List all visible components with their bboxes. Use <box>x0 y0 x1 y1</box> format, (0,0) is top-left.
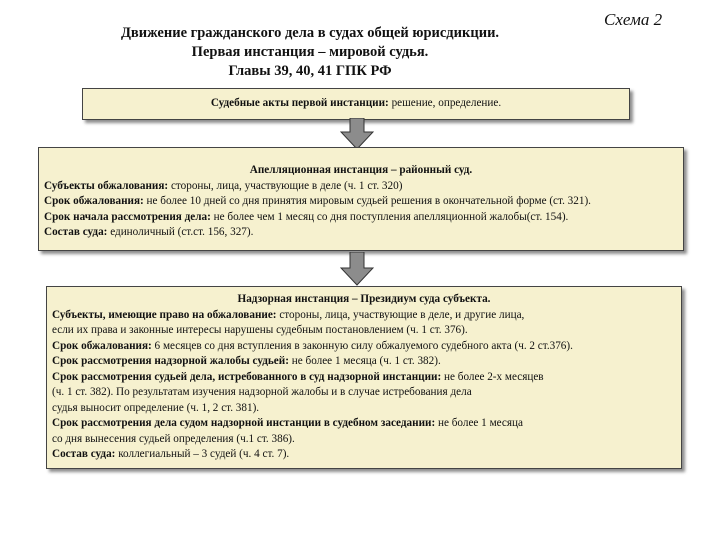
supervisory-row-continuation: со дня вынесения судьей определения (ч.1 ст. 386). <box>52 432 295 445</box>
appeal-instance-box <box>38 147 684 251</box>
title-line-2: Первая инстанция – мировой судья. <box>191 44 429 60</box>
diagram-title <box>100 24 520 81</box>
title-line-1: Движение гражданского дела в судах общей юрисдикции. <box>120 25 500 41</box>
scheme-label: Схема 2 <box>604 10 663 29</box>
appeal-row: Субъекты обжалования: стороны, лица, участвующие в деле (ч. 1 ст. 320) <box>44 179 403 192</box>
title-line-3: Главы 39, 40, 41 ГПК РФ <box>228 63 392 79</box>
appeal-row: Срок начала рассмотрения дела: не более чем 1 месяц со дня поступления апелляционной жалобы(ст. 154). <box>44 210 569 223</box>
arrow-down-icon <box>340 252 374 286</box>
supervisory-row-continuation: если их права и законные интересы нарушены судебным постановлением (ч. 1 ст. 376). <box>52 324 468 336</box>
supervisory-row: Срок рассмотрения надзорной жалобы судьей: не более 1 месяца (ч. 1 ст. 382). <box>52 355 441 367</box>
first-instance-box <box>82 88 630 120</box>
arrow-down-icon <box>340 118 374 150</box>
supervisory-row-continuation: судья выносит определение (ч. 1, 2 ст. 381). <box>52 401 260 414</box>
supervisory-instance-box <box>46 286 682 469</box>
supervisory-row: Состав суда: коллегиальный – 3 судей (ч. 4 ст. 7). <box>52 448 290 460</box>
appeal-row: Состав суда: единоличный (ст.ст. 156, 327). <box>44 226 254 238</box>
supervisory-row-continuation: (ч. 1 ст. 382). По результатам изучения надзорной жалобы и в случае истребования дела <box>52 386 472 398</box>
supervisory-row: Срок обжалования: 6 месяцев со дня вступления в законную силу обжалуемого судебного акта (ч. 2 ст.376). <box>52 339 573 352</box>
supervisory-heading: Надзорная инстанция – Президиум суда субъекта. <box>237 293 491 305</box>
appeal-heading: Апелляционная инстанция – районный суд. <box>249 164 473 176</box>
supervisory-row: Срок рассмотрения дела судом надзорной инстанции в судебном заседании: не более 1 месяца <box>52 417 523 429</box>
first-instance-value: решение, определение. <box>388 97 502 109</box>
supervisory-row: Срок рассмотрения судьей дела, истребованного в суд надзорной инстанции: не более 2-х месяцев <box>52 370 544 383</box>
supervisory-row: Субъекты, имеющие право на обжалование: стороны, лица, участвующие в деле, и другие лица, <box>52 308 525 321</box>
first-instance-label: Судебные акты первой инстанции: <box>210 97 389 109</box>
appeal-row: Срок обжалования: не более 10 дней со дня принятия мировым судьей решения в окончательной форме (ст. 321). <box>44 195 591 207</box>
